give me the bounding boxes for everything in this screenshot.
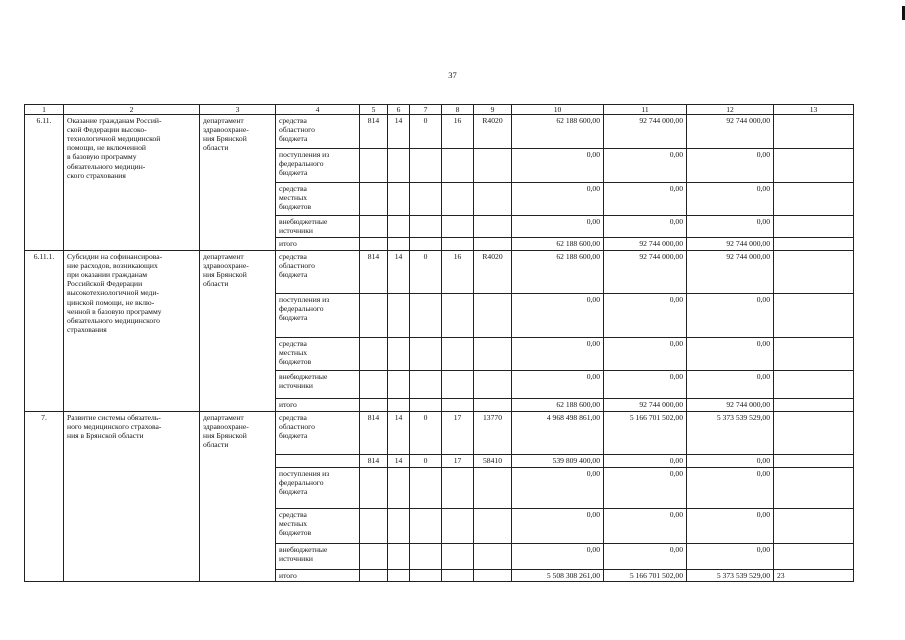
column-header: 1: [25, 105, 64, 115]
code-cell: [442, 238, 474, 251]
executor-cell: департамент здравоохране- ния Брянской области: [200, 412, 276, 582]
table-row: [25, 412, 854, 455]
amount-cell: 92 744 000,00: [687, 238, 774, 251]
code-cell: [442, 149, 474, 183]
note-cell: [774, 338, 854, 371]
code-cell: [388, 338, 410, 371]
column-header: 13: [774, 105, 854, 115]
code-cell: [360, 468, 388, 509]
code-cell: [388, 294, 410, 338]
code-cell: [442, 183, 474, 216]
amount-cell: 92 744 000,00: [604, 399, 687, 412]
executor-cell: департамент здравоохране- ния Брянской области: [200, 251, 276, 412]
code-cell: [474, 149, 512, 183]
note-cell: [774, 149, 854, 183]
column-header: 7: [410, 105, 442, 115]
amount-cell: 0,00: [604, 149, 687, 183]
note-cell: [774, 115, 854, 149]
amount-cell: 0,00: [512, 216, 604, 238]
funding-source-cell: средства областного бюджета: [276, 412, 360, 455]
item-number-cell: 6.11.1.: [25, 251, 64, 412]
amount-cell: 5 373 539 529,00: [687, 412, 774, 455]
amount-cell: 5 166 701 502,00: [604, 570, 687, 582]
amount-cell: 0,00: [512, 509, 604, 544]
amount-cell: 0,00: [687, 371, 774, 399]
code-cell: [474, 399, 512, 412]
note-cell: [774, 412, 854, 455]
amount-cell: 92 744 000,00: [687, 115, 774, 149]
code-cell: 814: [360, 115, 388, 149]
code-cell: [360, 338, 388, 371]
code-cell: 0: [410, 115, 442, 149]
note-cell: [774, 183, 854, 216]
code-cell: 814: [360, 412, 388, 455]
code-cell: [442, 371, 474, 399]
code-cell: 814: [360, 455, 388, 468]
amount-cell: 0,00: [687, 149, 774, 183]
code-cell: 0: [410, 412, 442, 455]
column-header: 6: [388, 105, 410, 115]
amount-cell: 0,00: [604, 544, 687, 570]
amount-cell: 0,00: [604, 509, 687, 544]
amount-cell: 0,00: [604, 294, 687, 338]
code-cell: 17: [442, 455, 474, 468]
item-name-cell: Оказание гражданам Россий- ской Федерации высоко- технологичной медицинской помощи, не включенной в базовую программу обязательного медицин- ского страхования: [64, 115, 200, 251]
code-cell: [388, 399, 410, 412]
code-cell: [388, 371, 410, 399]
code-cell: [474, 468, 512, 509]
amount-cell: 62 188 600,00: [512, 399, 604, 412]
code-cell: 14: [388, 115, 410, 149]
amount-cell: 5 373 539 529,00: [687, 570, 774, 582]
code-cell: [388, 216, 410, 238]
code-cell: [474, 544, 512, 570]
code-cell: [410, 371, 442, 399]
code-cell: [410, 468, 442, 509]
item-name-cell: Субсидии на софинансирова- ние расходов, возникающих при оказании гражданам Российской Федерации высокотехнологичной меди- цинской помощи, не вклю- ченной в базовую программу обязательного медицинского страхования: [64, 251, 200, 412]
code-cell: 0: [410, 455, 442, 468]
code-cell: [474, 371, 512, 399]
funding-source-cell: средства местных бюджетов: [276, 183, 360, 216]
funding-source-cell: средства областного бюджета: [276, 251, 360, 294]
amount-cell: 0,00: [512, 149, 604, 183]
code-cell: 0: [410, 251, 442, 294]
code-cell: [410, 399, 442, 412]
code-cell: [442, 468, 474, 509]
note-cell: [774, 216, 854, 238]
executor-cell: департамент здравоохране- ния Брянской области: [200, 115, 276, 251]
item-name-cell: Развитие системы обязатель- ного медицинского страхова- ния в Брянской области: [64, 412, 200, 582]
funding-source-cell: внебюджетные источники: [276, 544, 360, 570]
amount-cell: 0,00: [687, 294, 774, 338]
amount-cell: 4 968 498 861,00: [512, 412, 604, 455]
amount-cell: 0,00: [687, 509, 774, 544]
budget-table: [24, 104, 854, 582]
code-cell: [474, 338, 512, 371]
amount-cell: 62 188 600,00: [512, 251, 604, 294]
code-cell: 16: [442, 115, 474, 149]
code-cell: [410, 509, 442, 544]
code-cell: [410, 183, 442, 216]
amount-cell: 5 508 308 261,00: [512, 570, 604, 582]
amount-cell: 0,00: [604, 183, 687, 216]
code-cell: [442, 509, 474, 544]
code-cell: [474, 238, 512, 251]
code-cell: [474, 216, 512, 238]
note-cell: [774, 371, 854, 399]
funding-source-cell: [276, 455, 360, 468]
column-header: 2: [64, 105, 200, 115]
code-cell: R4020: [474, 115, 512, 149]
code-cell: [360, 183, 388, 216]
column-header: 8: [442, 105, 474, 115]
code-cell: [388, 509, 410, 544]
funding-source-cell: поступления из федерального бюджета: [276, 468, 360, 509]
funding-source-cell: поступления из федерального бюджета: [276, 149, 360, 183]
amount-cell: 92 744 000,00: [687, 251, 774, 294]
code-cell: [474, 570, 512, 582]
amount-cell: 0,00: [604, 338, 687, 371]
funding-source-cell: итого: [276, 399, 360, 412]
amount-cell: 0,00: [604, 371, 687, 399]
code-cell: [388, 570, 410, 582]
code-cell: [360, 149, 388, 183]
amount-cell: 0,00: [512, 183, 604, 216]
amount-cell: 92 744 000,00: [604, 251, 687, 294]
column-header: 10: [512, 105, 604, 115]
code-cell: [474, 183, 512, 216]
code-cell: [474, 509, 512, 544]
funding-source-cell: средства местных бюджетов: [276, 509, 360, 544]
note-cell: [774, 294, 854, 338]
table-row: [25, 115, 854, 149]
note-cell: [774, 509, 854, 544]
code-cell: [410, 238, 442, 251]
code-cell: [410, 216, 442, 238]
code-cell: [474, 294, 512, 338]
column-header: 5: [360, 105, 388, 115]
page-number: 37: [448, 70, 457, 80]
code-cell: [410, 544, 442, 570]
code-cell: [360, 294, 388, 338]
code-cell: [360, 544, 388, 570]
funding-source-cell: средства местных бюджетов: [276, 338, 360, 371]
code-cell: [388, 544, 410, 570]
column-header: 9: [474, 105, 512, 115]
amount-cell: 0,00: [687, 468, 774, 509]
funding-source-cell: средства областного бюджета: [276, 115, 360, 149]
amount-cell: 539 809 400,00: [512, 455, 604, 468]
amount-cell: 0,00: [604, 216, 687, 238]
amount-cell: 0,00: [604, 468, 687, 509]
code-cell: 14: [388, 412, 410, 455]
amount-cell: 0,00: [512, 468, 604, 509]
code-cell: [360, 399, 388, 412]
amount-cell: 0,00: [512, 338, 604, 371]
code-cell: R4020: [474, 251, 512, 294]
header-row: [25, 105, 854, 115]
amount-cell: 0,00: [512, 371, 604, 399]
amount-cell: 0,00: [687, 544, 774, 570]
amount-cell: 92 744 000,00: [604, 238, 687, 251]
funding-source-cell: итого: [276, 570, 360, 582]
code-cell: [388, 468, 410, 509]
funding-source-cell: внебюджетные источники: [276, 371, 360, 399]
code-cell: 14: [388, 455, 410, 468]
code-cell: [388, 183, 410, 216]
funding-source-cell: итого: [276, 238, 360, 251]
code-cell: [410, 149, 442, 183]
amount-cell: 62 188 600,00: [512, 115, 604, 149]
table-row: [25, 251, 854, 294]
table-body: [25, 115, 854, 582]
amount-cell: 0,00: [687, 338, 774, 371]
amount-cell: 0,00: [687, 455, 774, 468]
code-cell: [410, 294, 442, 338]
code-cell: 17: [442, 412, 474, 455]
code-cell: [442, 570, 474, 582]
code-cell: 814: [360, 251, 388, 294]
note-cell: [774, 238, 854, 251]
column-header: 3: [200, 105, 276, 115]
code-cell: [442, 216, 474, 238]
code-cell: [442, 294, 474, 338]
amount-cell: 62 188 600,00: [512, 238, 604, 251]
code-cell: [388, 149, 410, 183]
column-header: 4: [276, 105, 360, 115]
code-cell: 58410: [474, 455, 512, 468]
code-cell: [442, 399, 474, 412]
code-cell: [388, 238, 410, 251]
code-cell: 16: [442, 251, 474, 294]
funding-source-cell: поступления из федерального бюджета: [276, 294, 360, 338]
note-cell: [774, 544, 854, 570]
note-cell: [774, 468, 854, 509]
item-number-cell: 7.: [25, 412, 64, 582]
note-cell: [774, 455, 854, 468]
code-cell: [442, 544, 474, 570]
amount-cell: 5 166 701 502,00: [604, 412, 687, 455]
code-cell: [410, 570, 442, 582]
code-cell: [442, 338, 474, 371]
amount-cell: 0,00: [687, 216, 774, 238]
code-cell: [360, 216, 388, 238]
item-number-cell: 6.11.: [25, 115, 64, 251]
note-cell: 23: [774, 570, 854, 582]
code-cell: [360, 238, 388, 251]
amount-cell: 0,00: [604, 455, 687, 468]
amount-cell: 0,00: [512, 544, 604, 570]
code-cell: [410, 338, 442, 371]
code-cell: 13770: [474, 412, 512, 455]
code-cell: [360, 509, 388, 544]
note-cell: [774, 251, 854, 294]
amount-cell: 92 744 000,00: [687, 399, 774, 412]
code-cell: [360, 570, 388, 582]
column-header: 11: [604, 105, 687, 115]
amount-cell: 0,00: [512, 294, 604, 338]
funding-source-cell: внебюджетные источники: [276, 216, 360, 238]
note-cell: [774, 399, 854, 412]
code-cell: [360, 371, 388, 399]
code-cell: 14: [388, 251, 410, 294]
amount-cell: 92 744 000,00: [604, 115, 687, 149]
column-header: 12: [687, 105, 774, 115]
amount-cell: 0,00: [687, 183, 774, 216]
